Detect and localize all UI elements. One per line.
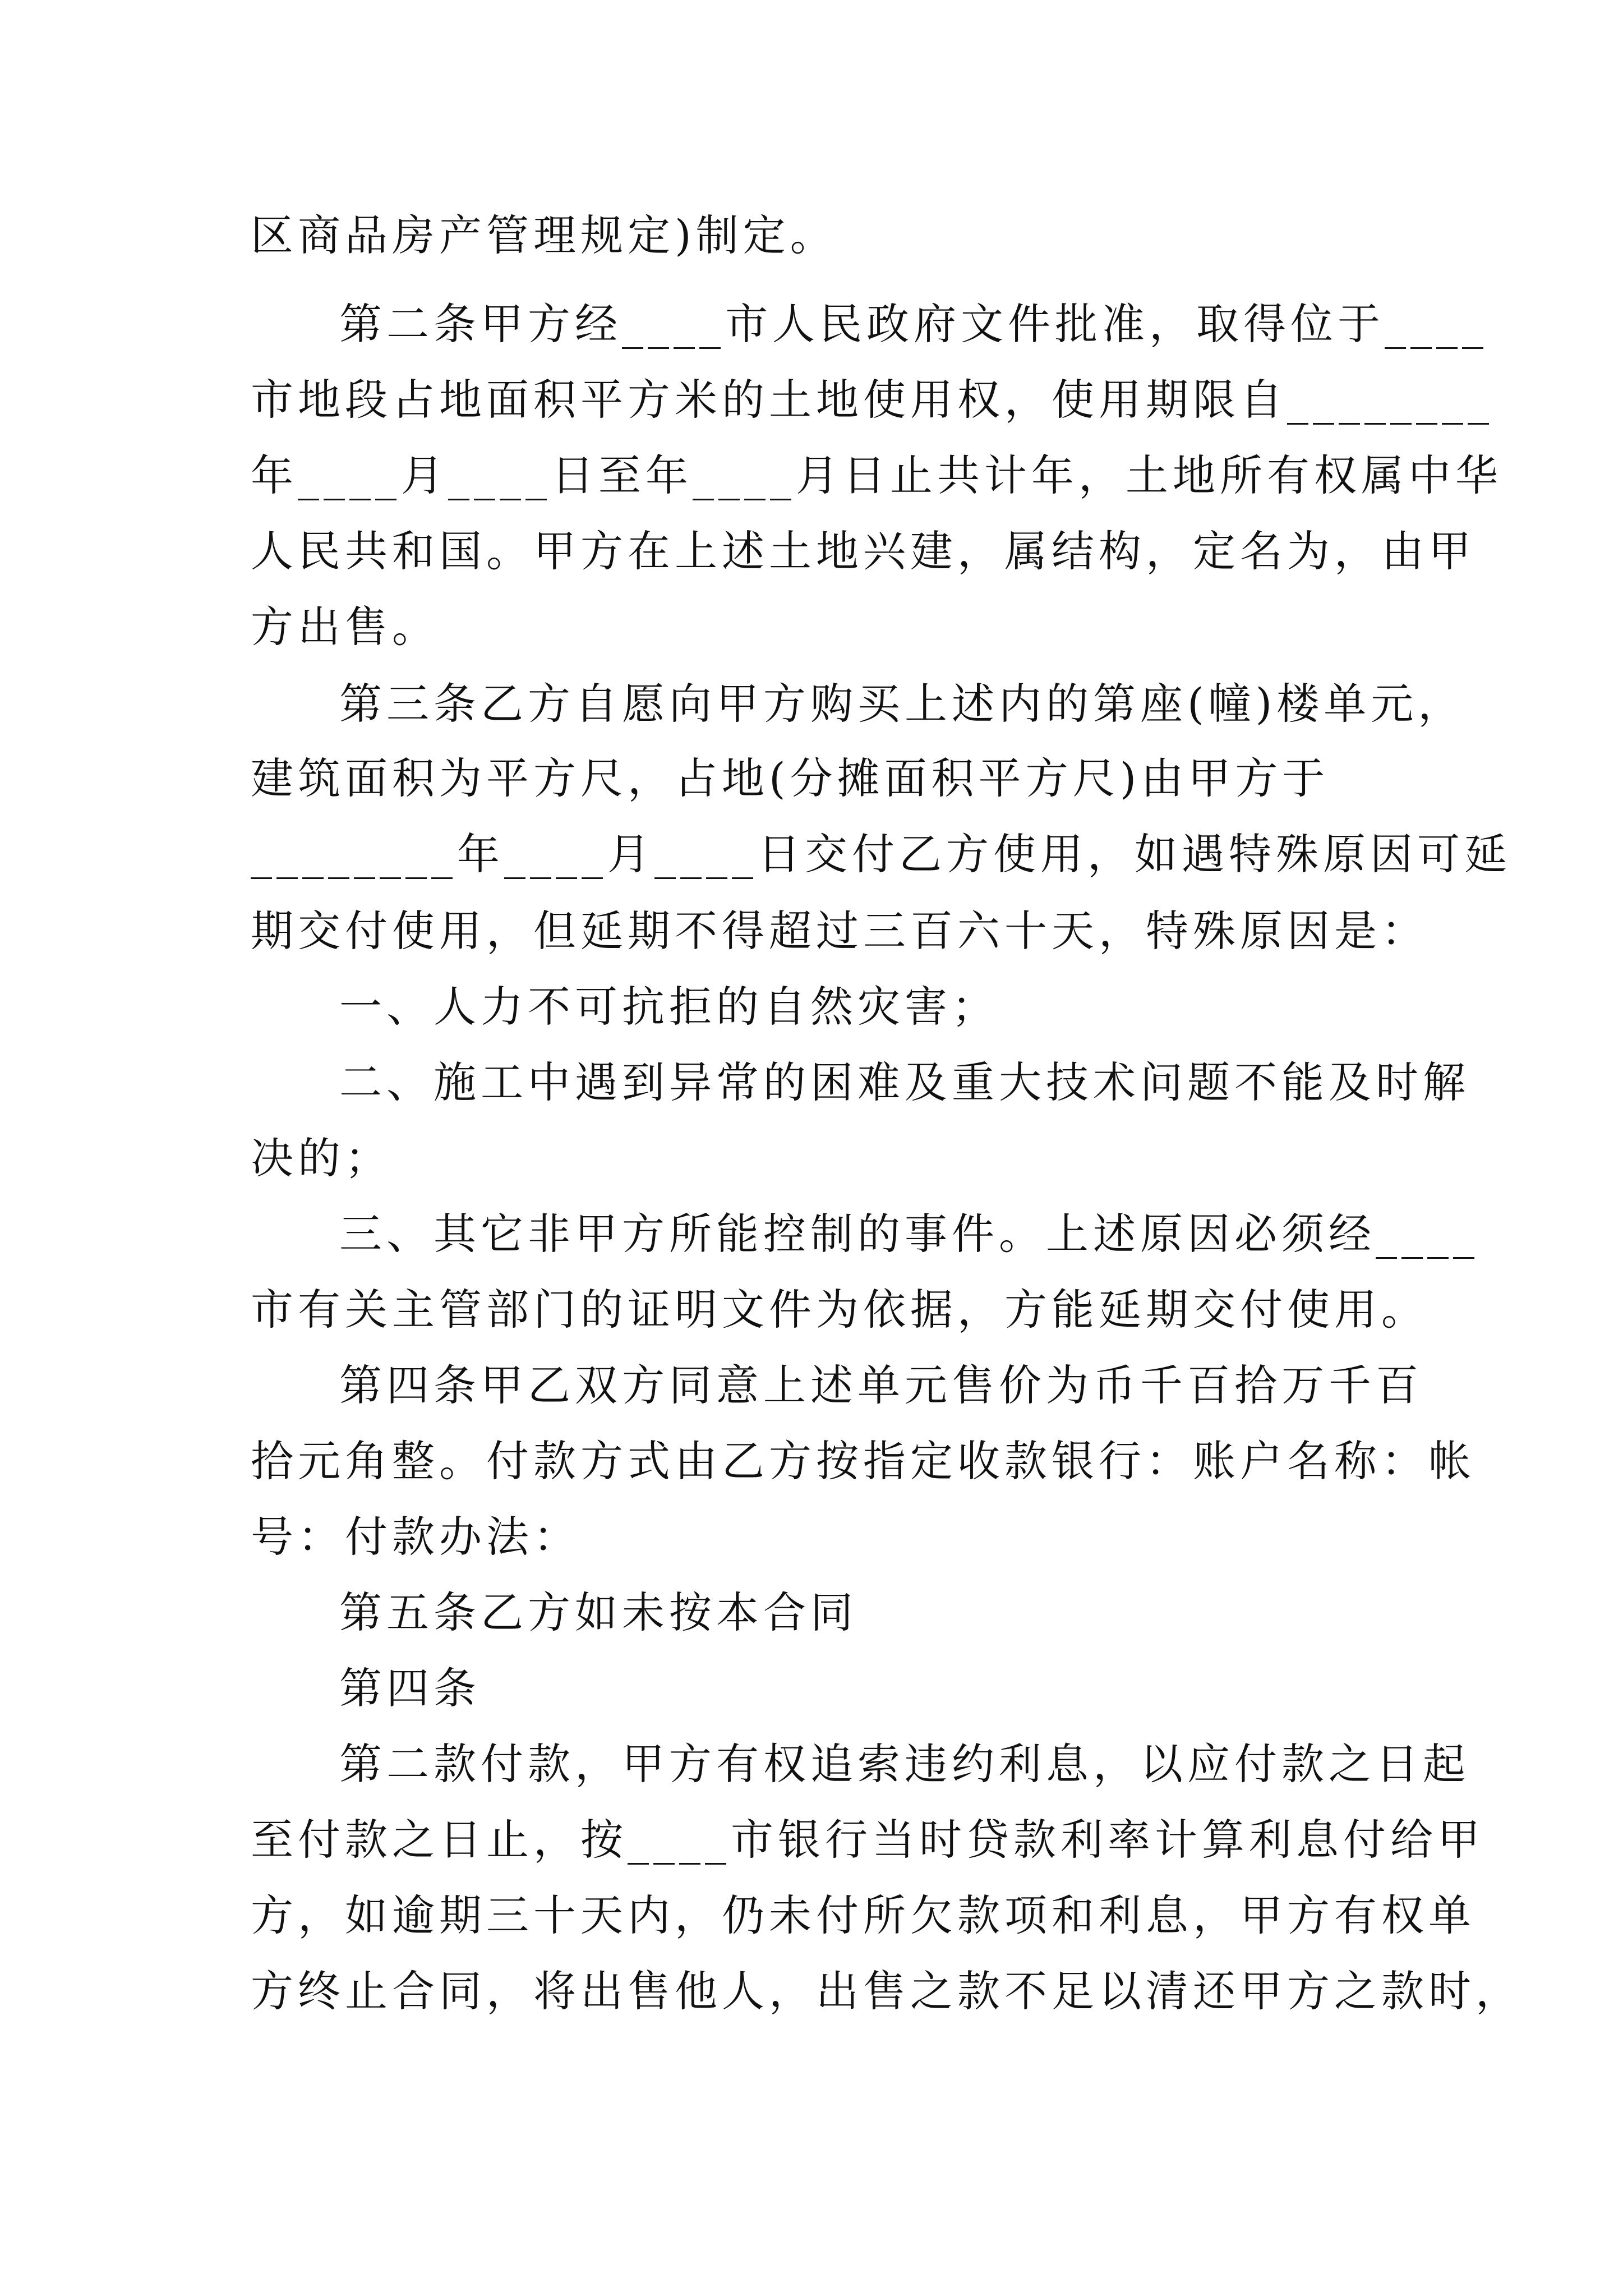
text-line: 决的； [251,1133,392,1183]
text-line: 方出售。 [251,602,439,652]
text-line: 方终止合同，将出售他人，出售之款不足以清还甲方之款时， [251,1966,1523,2016]
text-line: 市有关主管部门的证明文件为依据，方能延期交付使用。 [251,1285,1428,1335]
text-line: 第五条乙方如未按本合同 [339,1588,857,1637]
text-line: 第二款付款，甲方有权追索违约利息，以应付款之日起 [339,1739,1470,1789]
text-line: 第二条甲方经____市人民政府文件批准，取得位于____ [339,299,1488,349]
text-line: 至付款之日止，按____市银行当时贷款利率计算利息付给甲 [251,1815,1484,1865]
text-line: 期交付使用，但延期不得超过三百六十天，特殊原因是： [251,906,1428,956]
text-line: 第四条甲乙双方同意上述单元售价为币千百拾万千百 [339,1360,1423,1410]
text-line: 三、其它非甲方所能控制的事件。上述原因必须经____ [339,1209,1479,1259]
text-line: 年____月____日至年____月日止共计年，土地所有权属中华 [251,450,1502,500]
text-line: 第四条 [339,1663,481,1713]
text-line: 二、施工中遇到异常的困难及重大技术问题不能及时解 [339,1057,1470,1107]
text-line: 市地段占地面积平方米的土地使用权，使用期限自________ [251,375,1493,425]
text-line: 拾元角整。付款方式由乙方按指定收款银行：账户名称：帐 [251,1436,1476,1486]
text-line: 区商品房产管理规定)制定。 [251,210,837,260]
text-line: 一、人力不可抗拒的自然灾害； [339,982,999,1032]
text-line: 号：付款办法： [251,1512,580,1562]
text-line: 方，如逾期三十天内，仍未付所欠款项和利息，甲方有权单 [251,1890,1476,1940]
text-line: 建筑面积为平方尺，占地(分摊面积平方尺)由甲方于 [251,753,1330,803]
text-line: 人民共和国。甲方在上述土地兴建，属结构，定名为，由甲 [251,526,1476,576]
text-line: 第三条乙方自愿向甲方购买上述内的第座(幢)楼单元， [339,679,1465,729]
text-line: ________年____月____日交付乙方使用，如遇特殊原因可延 [251,829,1511,879]
